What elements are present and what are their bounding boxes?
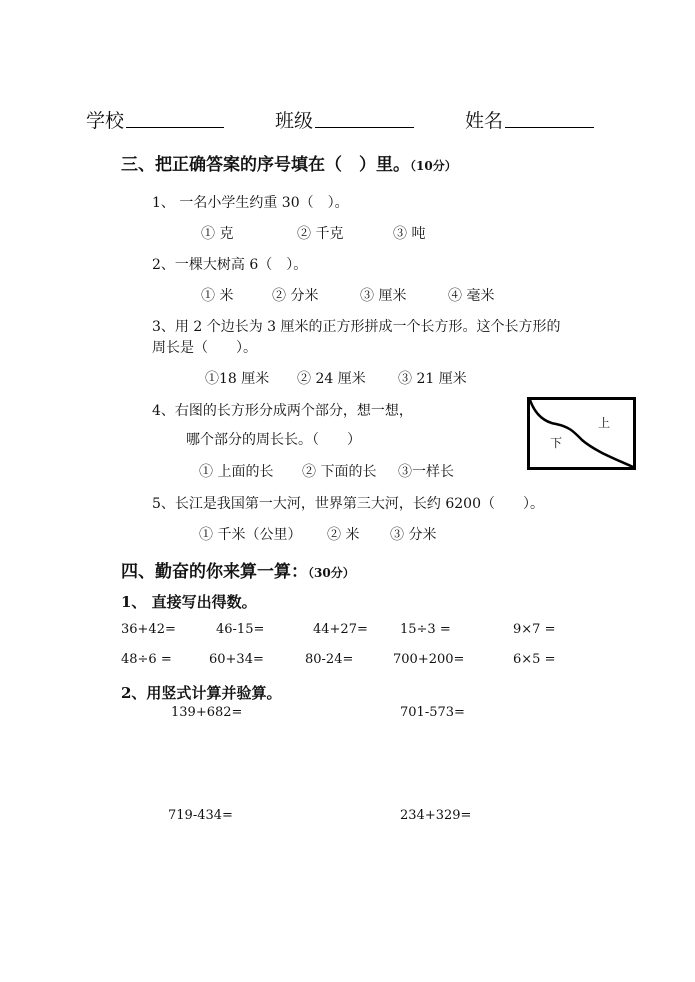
- calc-item: 36+42=: [121, 622, 176, 637]
- q2-option-2: ② 分米: [272, 288, 319, 304]
- name-label: 姓名: [465, 110, 504, 132]
- vertical-calc-problem: 719-434=: [168, 808, 233, 823]
- figure-label-top: 上: [598, 416, 611, 430]
- q3-option-3: ③ 21 厘米: [398, 371, 467, 387]
- vertical-calc-problem: 234+329=: [400, 808, 472, 823]
- q3-option-2: ② 24 厘米: [297, 371, 366, 387]
- question-3-line-2: 周长是（ ）。: [152, 340, 257, 356]
- divided-rectangle-figure: [527, 397, 636, 470]
- section-3-title: 三、把正确答案的序号填在（ ）里。: [121, 155, 410, 175]
- section-4-title: 四、勤奋的你来算一算：: [121, 562, 308, 582]
- question-1: 1、 一名小学生约重 30（ ）。: [152, 195, 349, 211]
- curve-divider: [530, 400, 633, 467]
- section-4-heading: [121, 557, 355, 582]
- calc-item: 6×5 =: [513, 652, 556, 667]
- school-field[interactable]: [126, 127, 224, 128]
- figure-label-bottom: 下: [550, 436, 563, 450]
- q5-option-2: ② 米: [327, 527, 360, 543]
- vertical-calc-problem: 139+682=: [171, 705, 243, 720]
- question-4-line-1: 4、右图的长方形分成两个部分，想一想，: [152, 403, 413, 419]
- name-field[interactable]: [505, 127, 594, 128]
- question-4-line-2: 哪个部分的周长长。（ ）: [186, 432, 361, 448]
- question-5: 5、长江是我国第一大河，世界第三大河，长约 6200（ ）。: [152, 496, 544, 512]
- calc-item: 60+34=: [209, 652, 264, 667]
- q1-option-1: ① 克: [201, 226, 234, 242]
- q4-option-2: ② 下面的长: [302, 464, 377, 480]
- q3-option-1: ①18 厘米: [205, 371, 270, 387]
- question-3-line-1: 3、用 2 个边长为 3 厘米的正方形拼成一个长方形。这个长方形的: [152, 319, 561, 335]
- question-2: 2、一棵大树高 6（ ）。: [152, 257, 308, 273]
- q2-option-1: ① 米: [201, 288, 234, 304]
- class-label: 班级: [275, 110, 314, 132]
- section-3-heading: [121, 150, 457, 175]
- calc-item: 80-24=: [305, 652, 354, 667]
- school-label: 学校: [86, 110, 125, 132]
- calc-item: 15÷3 =: [400, 622, 451, 637]
- section-4-points: （30分）: [308, 566, 355, 580]
- calc-item: 44+27=: [313, 622, 368, 637]
- q2-option-4: ④ 毫米: [448, 288, 495, 304]
- vertical-calc-problem: 701-573=: [400, 705, 465, 720]
- part-2-title: 2、用竖式计算并验算。: [121, 684, 282, 702]
- part-1-title: 1、 直接写出得数。: [121, 593, 257, 611]
- q5-option-3: ③ 分米: [390, 527, 437, 543]
- calc-item: 48÷6 =: [121, 652, 172, 667]
- q4-option-1: ① 上面的长: [199, 464, 274, 480]
- q1-option-2: ② 千克: [297, 226, 344, 242]
- q4-option-3: ③一样长: [398, 464, 454, 480]
- q2-option-3: ③ 厘米: [360, 288, 407, 304]
- class-field[interactable]: [315, 127, 414, 128]
- q5-option-1: ① 千米（公里）: [199, 527, 302, 543]
- calc-item: 700+200=: [393, 652, 465, 667]
- calc-item: 9×7 =: [513, 622, 556, 637]
- q1-option-3: ③ 吨: [393, 226, 426, 242]
- calc-item: 46-15=: [216, 622, 265, 637]
- section-3-points: （10分）: [410, 159, 457, 173]
